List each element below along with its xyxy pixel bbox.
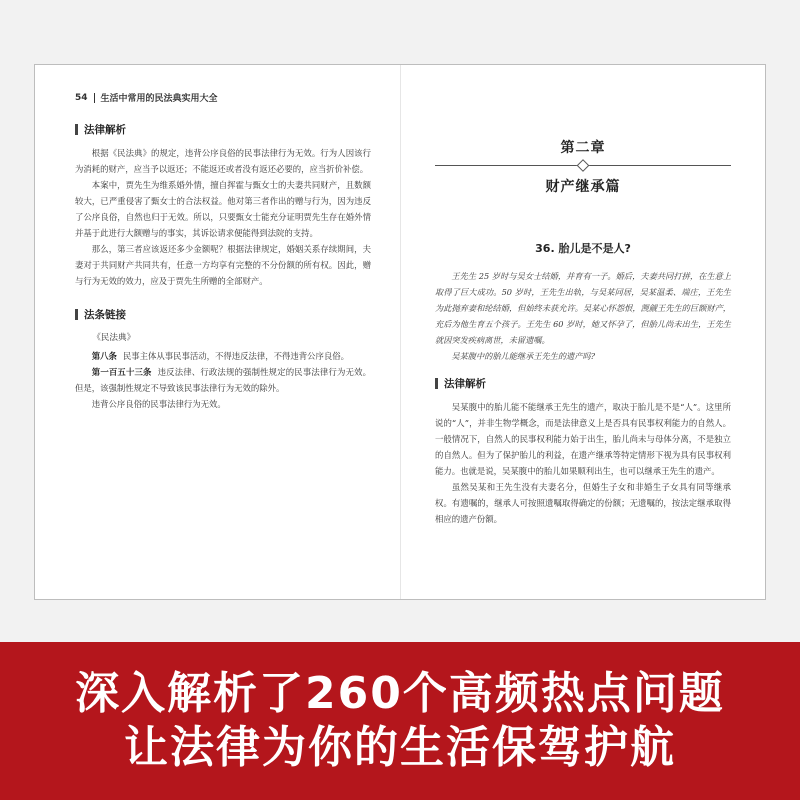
chapter-rule <box>435 165 731 166</box>
article-label: 第八条 <box>91 351 117 361</box>
article-label: 第一百五十三条 <box>91 367 152 377</box>
running-title: 生活中常用的民法典实用大全 <box>100 94 218 104</box>
banner-line: 让法律为你的生活保驾护航 <box>124 722 676 773</box>
case-paragraph: 王先生 25 岁时与吴女士结婚，并育有一子。婚后，夫妻共同打拼，在生意上取得了巨大成功。50 岁时，王先生出轨，与吴某同居，吴某温柔、端庄，王先生为此抛弃妻和纶结婚，但始终未获允许。吴某心怀怨恨，觊觎王先生的巨额财产，充后为他生育五个孩子。王先生 60 岁时，她又怀孕了，但胎儿尚未出生，王先生就因突发疾病离世，未留遗嘱。 <box>435 271 731 345</box>
question-title: 36. 胎儿是不是人? <box>535 242 631 255</box>
section-bar-icon <box>75 309 78 320</box>
article-text: 违反法律、行政法规的强制性规定的民事法律行为无效。但是，该强制性规定不导致该民事法律行为无效的除外。 <box>75 367 372 393</box>
analysis-paragraph: 本案中，贾先生为维系婚外情，擅自挥霍与甄女士的夫妻共同财产，且数额较大，已严重侵害了甄女士的合法权益。他对第三者作出的赠与行为，因为违反了公序良俗，自然也归于无效。所以，只要甄女士能充分证明贾先生存在婚外情并基于此进行大额赠与的事实，其诉讼请求便能得到法院的支持。 <box>75 180 371 238</box>
left-page <box>35 65 401 599</box>
analysis-heading-label: 法律解析 <box>444 378 486 390</box>
header-separator <box>94 93 95 103</box>
law-name: 《民法典》 <box>92 333 136 343</box>
chapter-title: 财产继承篇 <box>545 179 621 195</box>
book-spread <box>34 64 766 600</box>
closing-line: 违背公序良俗的民事法律行为无效。 <box>91 399 226 409</box>
section-bar-icon <box>75 124 78 135</box>
right-page <box>401 65 767 599</box>
chapter-heading <box>435 137 731 196</box>
article-text: 民事主体从事民事活动，不得违反法律，不得违背公序良俗。 <box>122 351 350 361</box>
running-header <box>75 91 371 104</box>
analysis-heading-label: 法律解析 <box>84 124 126 136</box>
diamond-ornament-icon <box>577 159 590 172</box>
analysis-paragraph: 那么，第三者应该返还多少金额呢？根据法律规定，婚姻关系存续期间，夫妻对于共同财产共同共有，任意一方均享有完整的不分份额的所有权。因此，赠与行为无效的效力，应及于贾先生所赠的全部财产。 <box>75 244 371 286</box>
chapter-label: 第二章 <box>560 140 606 156</box>
law-article <box>75 348 371 364</box>
promo-banner <box>0 642 800 800</box>
analysis-paragraph: 虽然吴某和王先生没有夫妻名分，但婚生子女和非婚生子女具有同等继承权。有遗嘱的，继承人可按照遗嘱取得确定的份额；无遗嘱的，按法定继承取得相应的遗产份额。 <box>435 482 731 524</box>
page-number: 54 <box>75 92 88 103</box>
law-article <box>75 364 371 396</box>
analysis-heading <box>435 376 731 391</box>
links-heading-label: 法条链接 <box>84 309 126 321</box>
analysis-paragraph: 吴某腹中的胎儿能不能继承王先生的遗产，取决于胎儿是不是“人”。这里所说的“人”，并非生物学概念，而是法律意义上是否具有民事权利能力的自然人。一般情况下，自然人的民事权利能力始于出生，胎儿尚未与母体分离，不是独立的自然人。但为了保护胎儿的利益，在遗产继承等特定情形下视为具有民事权利能力。也就是说，吴某腹中的胎儿如果顺利出生，也可以继承王先生的遗产。 <box>435 402 731 476</box>
analysis-heading <box>75 122 371 137</box>
banner-line: 深入解析了260个高频热点问题 <box>75 668 725 719</box>
analysis-paragraph: 根据《民法典》的规定，违背公序良俗的民事法律行为无效。行为人因该行为消耗的财产，应当予以返还；不能返还或者没有返还必要的，应当折价补偿。 <box>75 148 371 174</box>
links-heading <box>75 307 371 322</box>
case-question: 吴某腹中的胎儿能继承王先生的遗产吗? <box>451 351 595 361</box>
section-bar-icon <box>435 378 438 389</box>
